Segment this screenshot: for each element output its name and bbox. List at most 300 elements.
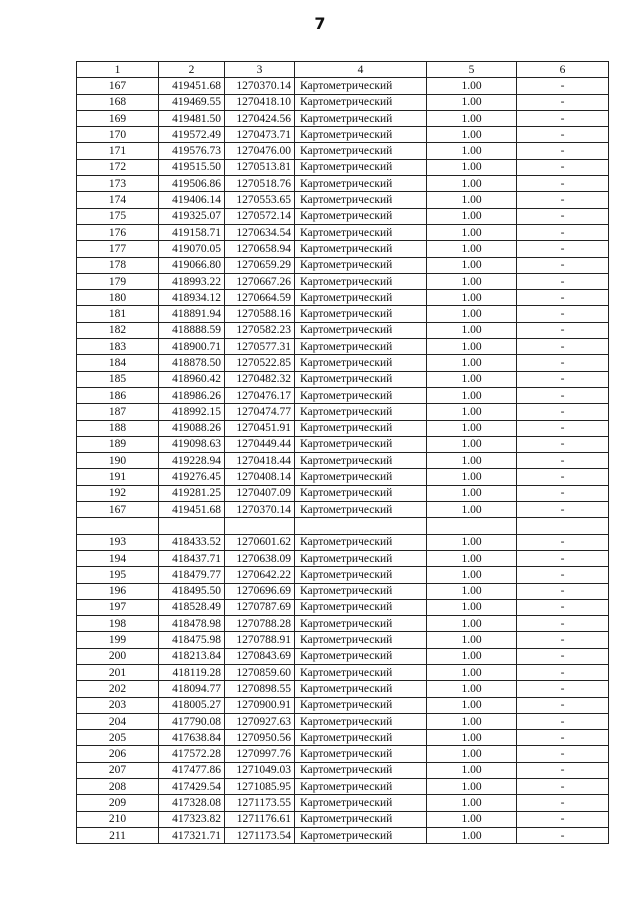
- table-row: [77, 518, 609, 534]
- method-cell: Картометрический: [295, 583, 427, 599]
- method-cell: Картометрический: [295, 811, 427, 827]
- table-row: [77, 453, 609, 469]
- y-coordinate-cell: 1270843.69: [225, 648, 295, 664]
- description-cell: -: [517, 94, 609, 110]
- column-header-method: 4: [295, 62, 427, 78]
- description-cell: -: [517, 159, 609, 175]
- x-coordinate-cell: 418528.49: [159, 599, 225, 615]
- accuracy-cell: 1.00: [427, 567, 517, 583]
- accuracy-cell: 1.00: [427, 681, 517, 697]
- x-coordinate-cell: 419088.26: [159, 420, 225, 436]
- description-cell: -: [517, 453, 609, 469]
- table-row: [77, 550, 609, 566]
- column-header-accuracy: 5: [427, 62, 517, 78]
- accuracy-cell: 1.00: [427, 713, 517, 729]
- accuracy-cell: 1.00: [427, 485, 517, 501]
- x-coordinate-cell: 418213.84: [159, 648, 225, 664]
- description-cell: -: [517, 485, 609, 501]
- method-cell: Картометрический: [295, 273, 427, 289]
- accuracy-cell: 1.00: [427, 779, 517, 795]
- method-cell: Картометрический: [295, 192, 427, 208]
- accuracy-cell: 1.00: [427, 746, 517, 762]
- table-row: [77, 746, 609, 762]
- description-cell: -: [517, 827, 609, 843]
- description-cell: -: [517, 404, 609, 420]
- method-cell: [295, 518, 427, 534]
- description-cell: -: [517, 273, 609, 289]
- description-cell: -: [517, 355, 609, 371]
- x-coordinate-cell: 419576.73: [159, 143, 225, 159]
- x-coordinate-cell: 417321.71: [159, 827, 225, 843]
- y-coordinate-cell: 1270451.91: [225, 420, 295, 436]
- point-number-cell: 208: [77, 779, 159, 795]
- method-cell: Картометрический: [295, 713, 427, 729]
- method-cell: Картометрический: [295, 697, 427, 713]
- point-number-cell: 168: [77, 94, 159, 110]
- description-cell: -: [517, 762, 609, 778]
- description-cell: -: [517, 78, 609, 94]
- point-number-cell: 211: [77, 827, 159, 843]
- method-cell: Картометрический: [295, 355, 427, 371]
- method-cell: Картометрический: [295, 664, 427, 680]
- point-number-cell: 195: [77, 567, 159, 583]
- accuracy-cell: 1.00: [427, 273, 517, 289]
- point-number-cell: 192: [77, 485, 159, 501]
- point-number-cell: 167: [77, 502, 159, 518]
- x-coordinate-cell: 418475.98: [159, 632, 225, 648]
- method-cell: Картометрический: [295, 208, 427, 224]
- method-cell: Картометрический: [295, 94, 427, 110]
- point-number-cell: 210: [77, 811, 159, 827]
- point-number-cell: 205: [77, 730, 159, 746]
- accuracy-cell: 1.00: [427, 143, 517, 159]
- table-row: [77, 387, 609, 403]
- accuracy-cell: 1.00: [427, 550, 517, 566]
- method-cell: Картометрический: [295, 534, 427, 550]
- point-number-cell: 183: [77, 339, 159, 355]
- table-header: [77, 62, 609, 78]
- x-coordinate-cell: 418437.71: [159, 550, 225, 566]
- x-coordinate-cell: 418900.71: [159, 339, 225, 355]
- description-cell: -: [517, 681, 609, 697]
- point-number-cell: 170: [77, 127, 159, 143]
- accuracy-cell: 1.00: [427, 436, 517, 452]
- x-coordinate-cell: 418891.94: [159, 306, 225, 322]
- description-cell: -: [517, 795, 609, 811]
- y-coordinate-cell: 1270997.76: [225, 746, 295, 762]
- accuracy-cell: 1.00: [427, 322, 517, 338]
- description-cell: [517, 518, 609, 534]
- table-row: [77, 143, 609, 159]
- table-row: [77, 290, 609, 306]
- table-row: [77, 159, 609, 175]
- y-coordinate-cell: 1270787.69: [225, 599, 295, 615]
- x-coordinate-cell: 417323.82: [159, 811, 225, 827]
- description-cell: -: [517, 746, 609, 762]
- description-cell: -: [517, 632, 609, 648]
- y-coordinate-cell: 1270638.09: [225, 550, 295, 566]
- table-body: [77, 78, 609, 844]
- method-cell: Картометрический: [295, 453, 427, 469]
- accuracy-cell: 1.00: [427, 632, 517, 648]
- accuracy-cell: 1.00: [427, 78, 517, 94]
- accuracy-cell: 1.00: [427, 355, 517, 371]
- column-header-x: 2: [159, 62, 225, 78]
- method-cell: Картометрический: [295, 599, 427, 615]
- x-coordinate-cell: 418960.42: [159, 371, 225, 387]
- table-row: [77, 176, 609, 192]
- point-number-cell: 178: [77, 257, 159, 273]
- x-coordinate-cell: 419070.05: [159, 241, 225, 257]
- y-coordinate-cell: 1270370.14: [225, 502, 295, 518]
- y-coordinate-cell: 1270476.17: [225, 387, 295, 403]
- table-row: [77, 502, 609, 518]
- method-cell: Картометрический: [295, 436, 427, 452]
- y-coordinate-cell: 1270859.60: [225, 664, 295, 680]
- table-row: [77, 583, 609, 599]
- point-number-cell: 175: [77, 208, 159, 224]
- description-cell: -: [517, 371, 609, 387]
- table-row: [77, 599, 609, 615]
- table-row: [77, 110, 609, 126]
- accuracy-cell: 1.00: [427, 648, 517, 664]
- table-row: [77, 795, 609, 811]
- y-coordinate-cell: 1270898.55: [225, 681, 295, 697]
- x-coordinate-cell: 418433.52: [159, 534, 225, 550]
- x-coordinate-cell: 417790.08: [159, 713, 225, 729]
- accuracy-cell: 1.00: [427, 110, 517, 126]
- accuracy-cell: 1.00: [427, 257, 517, 273]
- x-coordinate-cell: 418094.77: [159, 681, 225, 697]
- method-cell: Картометрический: [295, 485, 427, 501]
- description-cell: -: [517, 567, 609, 583]
- y-coordinate-cell: 1270788.28: [225, 616, 295, 632]
- point-number-cell: 172: [77, 159, 159, 175]
- description-cell: -: [517, 811, 609, 827]
- table-row: [77, 730, 609, 746]
- accuracy-cell: 1.00: [427, 762, 517, 778]
- accuracy-cell: 1.00: [427, 420, 517, 436]
- y-coordinate-cell: 1270577.31: [225, 339, 295, 355]
- y-coordinate-cell: 1271049.03: [225, 762, 295, 778]
- table-row: [77, 241, 609, 257]
- x-coordinate-cell: 417328.08: [159, 795, 225, 811]
- column-header-description: 6: [517, 62, 609, 78]
- y-coordinate-cell: 1270473.71: [225, 127, 295, 143]
- description-cell: -: [517, 176, 609, 192]
- x-coordinate-cell: 418888.59: [159, 322, 225, 338]
- table-row: [77, 273, 609, 289]
- accuracy-cell: 1.00: [427, 208, 517, 224]
- point-number-cell: 180: [77, 290, 159, 306]
- y-coordinate-cell: 1270582.23: [225, 322, 295, 338]
- description-cell: -: [517, 192, 609, 208]
- x-coordinate-cell: 418992.15: [159, 404, 225, 420]
- method-cell: Картометрический: [295, 176, 427, 192]
- table-row: [77, 469, 609, 485]
- table-row: [77, 632, 609, 648]
- accuracy-cell: 1.00: [427, 795, 517, 811]
- table-row: [77, 192, 609, 208]
- y-coordinate-cell: 1270588.16: [225, 306, 295, 322]
- accuracy-cell: 1.00: [427, 697, 517, 713]
- x-coordinate-cell: 417638.84: [159, 730, 225, 746]
- accuracy-cell: 1.00: [427, 159, 517, 175]
- method-cell: Картометрический: [295, 257, 427, 273]
- description-cell: -: [517, 550, 609, 566]
- accuracy-cell: 1.00: [427, 664, 517, 680]
- accuracy-cell: 1.00: [427, 730, 517, 746]
- column-header-point-number: 1: [77, 62, 159, 78]
- description-cell: -: [517, 420, 609, 436]
- point-number-cell: 207: [77, 762, 159, 778]
- description-cell: -: [517, 143, 609, 159]
- y-coordinate-cell: 1270950.56: [225, 730, 295, 746]
- coordinates-table: [76, 61, 609, 844]
- accuracy-cell: 1.00: [427, 224, 517, 240]
- y-coordinate-cell: 1270424.56: [225, 110, 295, 126]
- y-coordinate-cell: 1270418.44: [225, 453, 295, 469]
- y-coordinate-cell: 1270513.81: [225, 159, 295, 175]
- y-coordinate-cell: 1270659.29: [225, 257, 295, 273]
- table-row: [77, 648, 609, 664]
- description-cell: -: [517, 599, 609, 615]
- description-cell: -: [517, 648, 609, 664]
- table-row: [77, 355, 609, 371]
- table-row: [77, 306, 609, 322]
- point-number-cell: 193: [77, 534, 159, 550]
- y-coordinate-cell: 1270407.09: [225, 485, 295, 501]
- accuracy-cell: 1.00: [427, 827, 517, 843]
- method-cell: Картометрический: [295, 420, 427, 436]
- method-cell: Картометрический: [295, 632, 427, 648]
- x-coordinate-cell: 419572.49: [159, 127, 225, 143]
- description-cell: -: [517, 730, 609, 746]
- x-coordinate-cell: 417429.54: [159, 779, 225, 795]
- description-cell: -: [517, 583, 609, 599]
- description-cell: -: [517, 387, 609, 403]
- table-row: [77, 420, 609, 436]
- y-coordinate-cell: 1271085.95: [225, 779, 295, 795]
- method-cell: Картометрический: [295, 404, 427, 420]
- method-cell: Картометрический: [295, 322, 427, 338]
- point-number-cell: 209: [77, 795, 159, 811]
- description-cell: -: [517, 779, 609, 795]
- table-row: [77, 485, 609, 501]
- x-coordinate-cell: 419228.94: [159, 453, 225, 469]
- y-coordinate-cell: 1270664.59: [225, 290, 295, 306]
- description-cell: -: [517, 208, 609, 224]
- point-number-cell: 198: [77, 616, 159, 632]
- accuracy-cell: 1.00: [427, 371, 517, 387]
- x-coordinate-cell: 419506.86: [159, 176, 225, 192]
- description-cell: -: [517, 290, 609, 306]
- y-coordinate-cell: 1270696.69: [225, 583, 295, 599]
- point-number-cell: 182: [77, 322, 159, 338]
- description-cell: -: [517, 241, 609, 257]
- method-cell: Картометрический: [295, 241, 427, 257]
- table-row: [77, 664, 609, 680]
- x-coordinate-cell: 418934.12: [159, 290, 225, 306]
- table-row: [77, 827, 609, 843]
- table-row: [77, 779, 609, 795]
- accuracy-cell: 1.00: [427, 290, 517, 306]
- description-cell: -: [517, 616, 609, 632]
- method-cell: Картометрический: [295, 779, 427, 795]
- x-coordinate-cell: 418495.50: [159, 583, 225, 599]
- point-number-cell: 189: [77, 436, 159, 452]
- x-coordinate-cell: 418119.28: [159, 664, 225, 680]
- x-coordinate-cell: 417572.28: [159, 746, 225, 762]
- x-coordinate-cell: 419406.14: [159, 192, 225, 208]
- table-row: [77, 762, 609, 778]
- y-coordinate-cell: 1271176.61: [225, 811, 295, 827]
- table-row: [77, 681, 609, 697]
- x-coordinate-cell: 419451.68: [159, 502, 225, 518]
- x-coordinate-cell: 418993.22: [159, 273, 225, 289]
- point-number-cell: 174: [77, 192, 159, 208]
- header-row: [77, 62, 609, 78]
- x-coordinate-cell: 418005.27: [159, 697, 225, 713]
- method-cell: Картометрический: [295, 648, 427, 664]
- accuracy-cell: 1.00: [427, 469, 517, 485]
- accuracy-cell: 1.00: [427, 502, 517, 518]
- method-cell: Картометрический: [295, 616, 427, 632]
- point-number-cell: 169: [77, 110, 159, 126]
- accuracy-cell: 1.00: [427, 599, 517, 615]
- table-row: [77, 436, 609, 452]
- description-cell: -: [517, 469, 609, 485]
- table-row: [77, 78, 609, 94]
- y-coordinate-cell: 1270449.44: [225, 436, 295, 452]
- x-coordinate-cell: 418878.50: [159, 355, 225, 371]
- point-number-cell: 206: [77, 746, 159, 762]
- table-row: [77, 616, 609, 632]
- x-coordinate-cell: [159, 518, 225, 534]
- point-number-cell: 185: [77, 371, 159, 387]
- y-coordinate-cell: 1270658.94: [225, 241, 295, 257]
- accuracy-cell: 1.00: [427, 616, 517, 632]
- point-number-cell: 187: [77, 404, 159, 420]
- description-cell: -: [517, 127, 609, 143]
- accuracy-cell: [427, 518, 517, 534]
- accuracy-cell: 1.00: [427, 583, 517, 599]
- y-coordinate-cell: 1270927.63: [225, 713, 295, 729]
- description-cell: -: [517, 697, 609, 713]
- description-cell: -: [517, 664, 609, 680]
- x-coordinate-cell: 419451.68: [159, 78, 225, 94]
- x-coordinate-cell: 418479.77: [159, 567, 225, 583]
- point-number-cell: [77, 518, 159, 534]
- table-row: [77, 339, 609, 355]
- point-number-cell: 197: [77, 599, 159, 615]
- method-cell: Картометрический: [295, 746, 427, 762]
- y-coordinate-cell: 1270408.14: [225, 469, 295, 485]
- description-cell: -: [517, 713, 609, 729]
- method-cell: Картометрический: [295, 159, 427, 175]
- point-number-cell: 184: [77, 355, 159, 371]
- method-cell: Картометрический: [295, 567, 427, 583]
- x-coordinate-cell: 418986.26: [159, 387, 225, 403]
- y-coordinate-cell: 1270642.22: [225, 567, 295, 583]
- description-cell: -: [517, 339, 609, 355]
- point-number-cell: 201: [77, 664, 159, 680]
- point-number-cell: 171: [77, 143, 159, 159]
- method-cell: Картометрический: [295, 550, 427, 566]
- accuracy-cell: 1.00: [427, 127, 517, 143]
- accuracy-cell: 1.00: [427, 339, 517, 355]
- y-coordinate-cell: 1271173.54: [225, 827, 295, 843]
- method-cell: Картометрический: [295, 827, 427, 843]
- method-cell: Картометрический: [295, 681, 427, 697]
- y-coordinate-cell: 1270418.10: [225, 94, 295, 110]
- x-coordinate-cell: 417477.86: [159, 762, 225, 778]
- y-coordinate-cell: 1270900.91: [225, 697, 295, 713]
- y-coordinate-cell: 1270601.62: [225, 534, 295, 550]
- accuracy-cell: 1.00: [427, 453, 517, 469]
- method-cell: Картометрический: [295, 762, 427, 778]
- column-header-y: 3: [225, 62, 295, 78]
- point-number-cell: 200: [77, 648, 159, 664]
- method-cell: Картометрический: [295, 224, 427, 240]
- method-cell: Картометрический: [295, 795, 427, 811]
- point-number-cell: 167: [77, 78, 159, 94]
- y-coordinate-cell: 1270370.14: [225, 78, 295, 94]
- method-cell: Картометрический: [295, 339, 427, 355]
- y-coordinate-cell: 1270667.26: [225, 273, 295, 289]
- point-number-cell: 191: [77, 469, 159, 485]
- accuracy-cell: 1.00: [427, 534, 517, 550]
- point-number-cell: 203: [77, 697, 159, 713]
- x-coordinate-cell: 419481.50: [159, 110, 225, 126]
- y-coordinate-cell: 1270572.14: [225, 208, 295, 224]
- y-coordinate-cell: 1270518.76: [225, 176, 295, 192]
- method-cell: Картометрический: [295, 502, 427, 518]
- x-coordinate-cell: 419515.50: [159, 159, 225, 175]
- point-number-cell: 196: [77, 583, 159, 599]
- table-row: [77, 404, 609, 420]
- description-cell: -: [517, 257, 609, 273]
- description-cell: -: [517, 110, 609, 126]
- table-row: [77, 127, 609, 143]
- x-coordinate-cell: 419158.71: [159, 224, 225, 240]
- x-coordinate-cell: 419281.25: [159, 485, 225, 501]
- y-coordinate-cell: 1270553.65: [225, 192, 295, 208]
- accuracy-cell: 1.00: [427, 94, 517, 110]
- method-cell: Картометрический: [295, 127, 427, 143]
- table-row: [77, 371, 609, 387]
- y-coordinate-cell: 1270482.32: [225, 371, 295, 387]
- method-cell: Картометрический: [295, 78, 427, 94]
- description-cell: -: [517, 502, 609, 518]
- table-row: [77, 811, 609, 827]
- method-cell: Картометрический: [295, 730, 427, 746]
- accuracy-cell: 1.00: [427, 811, 517, 827]
- point-number-cell: 190: [77, 453, 159, 469]
- y-coordinate-cell: 1270634.54: [225, 224, 295, 240]
- method-cell: Картометрический: [295, 143, 427, 159]
- method-cell: Картометрический: [295, 110, 427, 126]
- y-coordinate-cell: 1270476.00: [225, 143, 295, 159]
- table-row: [77, 713, 609, 729]
- y-coordinate-cell: [225, 518, 295, 534]
- table-row: [77, 567, 609, 583]
- table-row: [77, 224, 609, 240]
- x-coordinate-cell: 419469.55: [159, 94, 225, 110]
- table-row: [77, 534, 609, 550]
- x-coordinate-cell: 419098.63: [159, 436, 225, 452]
- page-number: 7: [314, 14, 326, 33]
